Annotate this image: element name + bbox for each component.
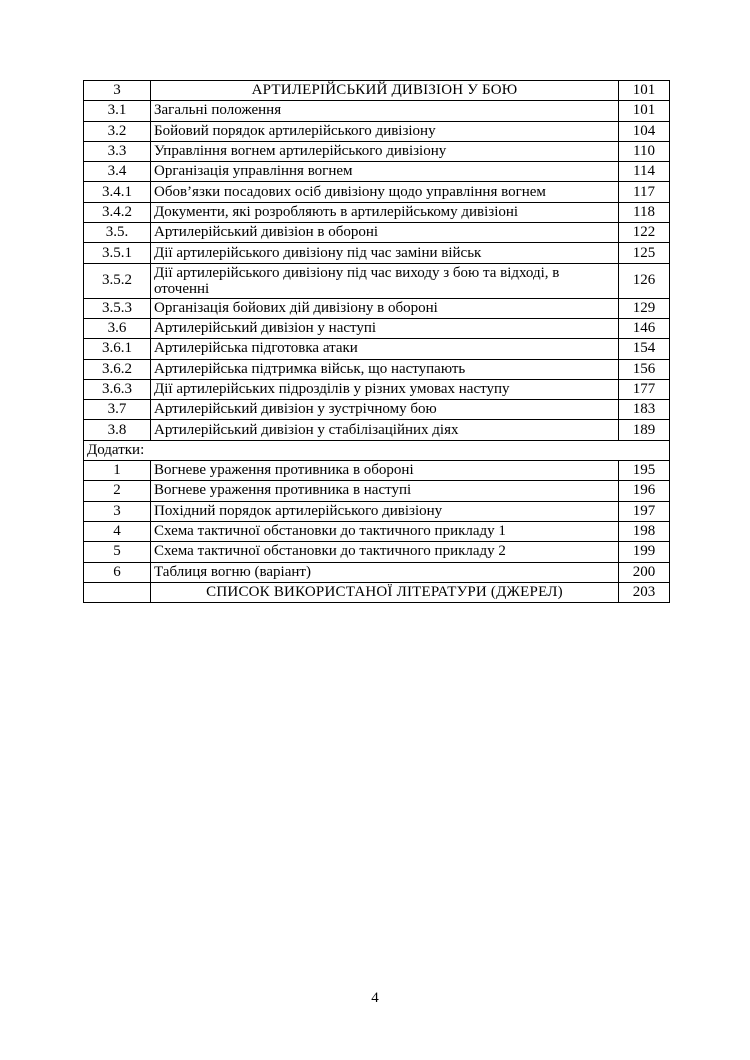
toc-row	[84, 141, 670, 161]
references-page: 203	[619, 582, 670, 602]
toc-number: 3.4	[84, 162, 151, 182]
toc-number: 3.5.2	[84, 263, 151, 298]
appendix-row	[84, 542, 670, 562]
toc-page: 110	[619, 141, 670, 161]
toc-row	[84, 359, 670, 379]
references-number	[84, 582, 151, 602]
appendix-title: Вогневе ураження противника в обороні	[151, 461, 619, 481]
toc-number: 3.6.1	[84, 339, 151, 359]
references-title: СПИСОК ВИКОРИСТАНОЇ ЛІТЕРАТУРИ (ДЖЕРЕЛ)	[151, 582, 619, 602]
toc-row	[84, 101, 670, 121]
toc-number: 3.6.2	[84, 359, 151, 379]
toc-page: 183	[619, 400, 670, 420]
table-of-contents	[83, 80, 670, 603]
toc-number: 3.6	[84, 318, 151, 338]
appendix-number: 5	[84, 542, 151, 562]
toc-page: 154	[619, 339, 670, 359]
toc-number: 3.5.1	[84, 243, 151, 263]
toc-page: 177	[619, 379, 670, 399]
toc-title: Артилерійський дивізіон у зустрічному бою	[151, 400, 619, 420]
toc-page: 126	[619, 263, 670, 298]
toc-title: Організація управління вогнем	[151, 162, 619, 182]
appendix-label: Додатки:	[84, 440, 670, 460]
toc-page: 101	[619, 81, 670, 101]
toc-number: 3.7	[84, 400, 151, 420]
toc-page: 129	[619, 298, 670, 318]
appendix-number: 3	[84, 501, 151, 521]
toc-page: 189	[619, 420, 670, 440]
toc-title: Артилерійський дивізіон у стабілізаційних діях	[151, 420, 619, 440]
toc-number: 3.6.3	[84, 379, 151, 399]
appendix-title: Таблиця вогню (варіант)	[151, 562, 619, 582]
toc-number: 3.8	[84, 420, 151, 440]
appendix-page: 195	[619, 461, 670, 481]
toc-row	[84, 379, 670, 399]
toc-page: 101	[619, 101, 670, 121]
appendix-page: 199	[619, 542, 670, 562]
appendix-page: 198	[619, 521, 670, 541]
toc-row	[84, 202, 670, 222]
toc-number: 3.1	[84, 101, 151, 121]
toc-row	[84, 182, 670, 202]
toc-page: 125	[619, 243, 670, 263]
appendix-title: Схема тактичної обстановки до тактичного прикладу 2	[151, 542, 619, 562]
references-row	[84, 582, 670, 602]
toc-page: 117	[619, 182, 670, 202]
appendix-title: Вогневе ураження противника в наступі	[151, 481, 619, 501]
toc-row	[84, 223, 670, 243]
toc-page: 118	[619, 202, 670, 222]
appendix-row	[84, 461, 670, 481]
appendix-title: Похідний порядок артилерійського дивізіону	[151, 501, 619, 521]
appendix-page: 196	[619, 481, 670, 501]
toc-row	[84, 81, 670, 101]
toc-title: Документи, які розробляють в артилерійському дивізіоні	[151, 202, 619, 222]
toc-number: 3.4.1	[84, 182, 151, 202]
toc-page: 156	[619, 359, 670, 379]
toc-page: 114	[619, 162, 670, 182]
toc-title: Артилерійський дивізіон в обороні	[151, 223, 619, 243]
toc-title: АРТИЛЕРІЙСЬКИЙ ДИВІЗІОН У БОЮ	[151, 81, 619, 101]
toc-row	[84, 263, 670, 298]
appendix-row	[84, 501, 670, 521]
toc-number: 3.3	[84, 141, 151, 161]
toc-title: Загальні положення	[151, 101, 619, 121]
toc-title: Управління вогнем артилерійського дивізіону	[151, 141, 619, 161]
toc-row	[84, 318, 670, 338]
toc-page: 104	[619, 121, 670, 141]
toc-row	[84, 162, 670, 182]
toc-row	[84, 243, 670, 263]
page-number: 4	[371, 990, 379, 1006]
toc-title: Артилерійська підготовка атаки	[151, 339, 619, 359]
toc-page: 146	[619, 318, 670, 338]
toc-title: Бойовий порядок артилерійського дивізіону	[151, 121, 619, 141]
toc-title: Артилерійська підтримка військ, що наступають	[151, 359, 619, 379]
appendix-header-row	[84, 440, 670, 460]
toc-number: 3.2	[84, 121, 151, 141]
toc-row	[84, 400, 670, 420]
toc-row	[84, 121, 670, 141]
toc-title: Дії артилерійських підрозділів у різних умовах наступу	[151, 379, 619, 399]
toc-page: 122	[619, 223, 670, 243]
toc-title: Організація бойових дій дивізіону в обороні	[151, 298, 619, 318]
appendix-row	[84, 481, 670, 501]
appendix-number: 4	[84, 521, 151, 541]
toc-title: Обов’язки посадових осіб дивізіону щодо управління вогнем	[151, 182, 619, 202]
appendix-number: 6	[84, 562, 151, 582]
toc-row	[84, 298, 670, 318]
toc-number: 3.5.	[84, 223, 151, 243]
toc-title: Артилерійський дивізіон у наступі	[151, 318, 619, 338]
toc-number: 3.4.2	[84, 202, 151, 222]
appendix-number: 2	[84, 481, 151, 501]
toc-title: Дії артилерійського дивізіону під час виходу з бою та відході, в оточенні	[154, 264, 560, 297]
toc-row	[84, 420, 670, 440]
appendix-row	[84, 521, 670, 541]
appendix-row	[84, 562, 670, 582]
appendix-page: 200	[619, 562, 670, 582]
toc-number: 3	[84, 81, 151, 101]
toc-number: 3.5.3	[84, 298, 151, 318]
toc-row	[84, 339, 670, 359]
appendix-page: 197	[619, 501, 670, 521]
appendix-number: 1	[84, 461, 151, 481]
toc-title: Дії артилерійського дивізіону під час заміни військ	[151, 243, 619, 263]
appendix-title: Схема тактичної обстановки до тактичного прикладу 1	[151, 521, 619, 541]
